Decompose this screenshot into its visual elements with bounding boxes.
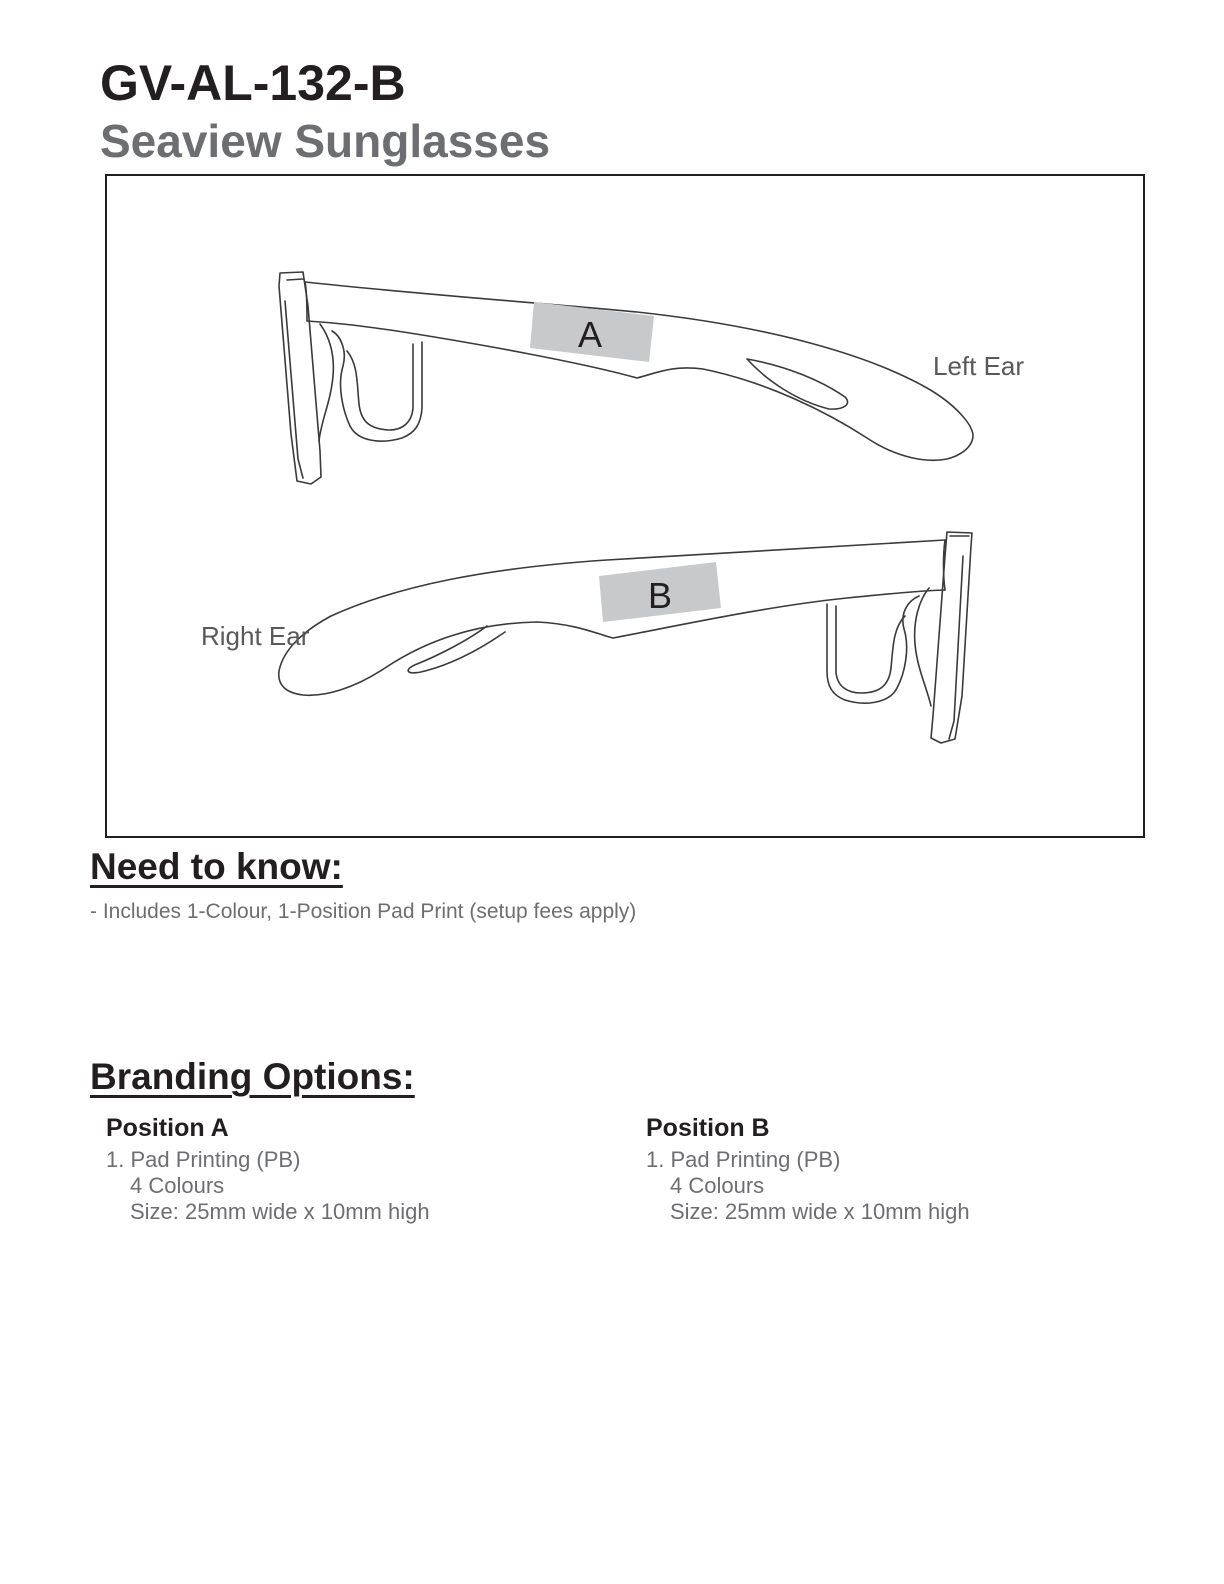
branding-position-a [106, 1116, 606, 1225]
position-b-method: 1. Pad Printing (PB) [646, 1147, 841, 1172]
left-view-nose-pad [319, 324, 333, 441]
left-view-sunglasses [279, 272, 973, 484]
right-view-sunglasses [279, 532, 972, 743]
left-view-temple-arm [305, 282, 973, 460]
right-view-frame-front [931, 532, 972, 743]
position-a-method: 1. Pad Printing (PB) [106, 1147, 301, 1172]
product-name: Seaview Sunglasses [100, 115, 551, 167]
product-diagram [105, 174, 1145, 838]
branding-options-heading: Branding Options: [90, 1056, 415, 1097]
position-a-title: Position A [106, 1114, 229, 1142]
need-to-know-item: - Includes 1-Colour, 1-Position Pad Print (setup fees apply) [90, 900, 637, 923]
branding-position-b [646, 1116, 1146, 1225]
position-a-size: Size: 25mm wide x 10mm high [130, 1199, 430, 1224]
position-b-colours: 4 Colours [670, 1173, 765, 1198]
marker-b: B [647, 575, 673, 616]
marker-a: A [577, 314, 603, 355]
position-b-title: Position B [646, 1114, 770, 1142]
right-ear-label: Right Ear [201, 621, 310, 651]
right-view-nose-pad [915, 588, 931, 706]
position-b-size: Size: 25mm wide x 10mm high [670, 1199, 970, 1224]
position-a-colours: 4 Colours [130, 1173, 225, 1198]
product-code: GV-AL-132-B [100, 55, 406, 111]
need-to-know-heading: Need to know: [90, 846, 343, 887]
sunglasses-illustration [107, 176, 1143, 836]
left-ear-label: Left Ear [933, 351, 1025, 381]
